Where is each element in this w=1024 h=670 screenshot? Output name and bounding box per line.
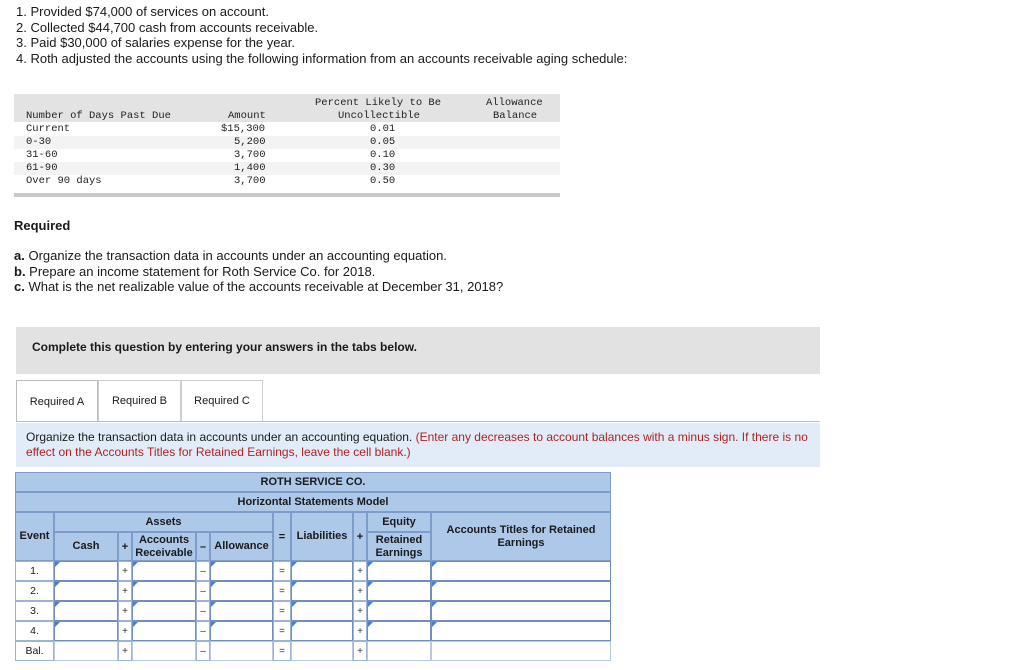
plus-op: +	[353, 561, 367, 581]
cash-header: Cash	[54, 532, 118, 561]
intro-line: 2. Collected $44,700 cash from accounts receivable.	[16, 19, 319, 35]
required-item-c: c. What is the net realizable value of the accounts receivable at December 31, 2018?	[14, 279, 504, 294]
instruction-note: (Enter any decreases to account balances with a minus sign. If there is no effect on the Accounts Titles for Retained Earnings, leave the cell blank.)	[26, 430, 808, 459]
plus-op: +	[118, 581, 132, 601]
liabilities-input[interactable]	[291, 561, 353, 581]
event-label: Bal.	[15, 641, 54, 661]
aging-days: 61-90	[26, 162, 58, 174]
account-title-input[interactable]	[431, 601, 611, 621]
cash-input[interactable]	[54, 581, 118, 601]
aging-percent: 0.05	[370, 136, 396, 148]
intro-line: 3. Paid $30,000 of salaries expense for the year.	[16, 35, 295, 50]
ar-header: Accounts Receivable	[132, 532, 196, 561]
cash-input	[54, 641, 118, 661]
plus-op: +	[353, 512, 367, 561]
liabilities-input[interactable]	[291, 581, 353, 601]
aging-row	[14, 162, 560, 175]
aging-row	[14, 175, 560, 188]
tab-divider	[16, 421, 820, 422]
aging-row	[14, 149, 560, 162]
allowance-input[interactable]	[210, 561, 273, 581]
intro-line: 4. Roth adjusted the accounts using the following information from an accounts receivable aging schedule:	[16, 50, 628, 66]
horizontal-statements-model	[15, 472, 611, 660]
plus-op: +	[118, 532, 132, 561]
liabilities-header: Liabilities	[291, 512, 353, 561]
allowance-input	[210, 641, 273, 661]
aging-amount: 3,700	[234, 149, 266, 161]
event-label: 2.	[15, 581, 54, 601]
cash-input[interactable]	[54, 621, 118, 641]
retained-earnings-input[interactable]	[367, 621, 431, 641]
tab-required-a[interactable]: Required A	[16, 380, 98, 422]
instructions-banner	[16, 327, 820, 374]
minus-op: –	[196, 621, 210, 641]
account-title-input[interactable]	[431, 561, 611, 581]
retained-earnings-input[interactable]	[367, 601, 431, 621]
required-item-b: b. Prepare an income statement for Roth Service Co. for 2018.	[14, 263, 376, 279]
aging-amount: $15,300	[221, 123, 266, 135]
required-heading: Required	[14, 218, 71, 233]
intro-line: 1. Provided $74,000 of services on account.	[16, 4, 269, 19]
retained-earnings-header: Retained Earnings	[367, 532, 431, 561]
event-label: 3.	[15, 601, 54, 621]
company-title: ROTH SERVICE CO.	[15, 472, 611, 492]
required-list	[14, 248, 503, 295]
minus-op: –	[196, 532, 210, 561]
model-subtitle: Horizontal Statements Model	[15, 492, 611, 512]
tab-instruction	[16, 423, 820, 467]
aging-col-allowance-1: Allowance	[486, 97, 543, 109]
allowance-input[interactable]	[210, 601, 273, 621]
equity-header: Equity	[367, 512, 431, 532]
aging-days: 31-60	[26, 149, 58, 161]
cash-input[interactable]	[54, 561, 118, 581]
plus-op: +	[118, 601, 132, 621]
aging-col-allowance-2: Balance	[493, 110, 538, 122]
minus-op: –	[196, 601, 210, 621]
aging-col-percent-1: Percent Likely to Be	[315, 97, 442, 109]
instruction-main: Organize the transaction data in accounts under an accounting equation.	[26, 430, 413, 444]
plus-op: +	[118, 641, 132, 661]
aging-row	[14, 123, 560, 136]
aging-days: 0-30	[26, 136, 52, 148]
event-label: 4.	[15, 621, 54, 641]
aging-amount: 1,400	[234, 162, 266, 174]
equals-op: =	[273, 601, 291, 621]
accounts-receivable-input[interactable]	[132, 601, 196, 621]
cash-input[interactable]	[54, 601, 118, 621]
aging-days: Current	[26, 123, 71, 135]
equals-op: =	[273, 512, 291, 561]
aging-percent: 0.50	[370, 175, 396, 187]
accounts-receivable-input[interactable]	[132, 581, 196, 601]
accounts-receivable-input	[132, 641, 196, 661]
aging-row	[14, 136, 560, 149]
required-item-a: a. Organize the transaction data in accounts under an accounting equation.	[14, 248, 447, 263]
minus-op: –	[196, 581, 210, 601]
equals-op: =	[273, 621, 291, 641]
account-title-input[interactable]	[431, 621, 611, 641]
liabilities-input[interactable]	[291, 621, 353, 641]
aging-col-percent-2: Uncollectible	[338, 110, 420, 122]
aging-amount: 5,200	[234, 136, 266, 148]
equals-op: =	[273, 561, 291, 581]
retained-earnings-input[interactable]	[367, 561, 431, 581]
aging-percent: 0.10	[370, 149, 396, 161]
aging-col-days: Number of Days Past Due	[26, 110, 171, 122]
event-header: Event	[15, 512, 54, 561]
account-title-input	[431, 641, 611, 661]
tab-required-b[interactable]: Required B	[98, 380, 181, 421]
account-titles-header: Accounts Titles for Retained Earnings	[431, 512, 611, 561]
liabilities-input[interactable]	[291, 601, 353, 621]
aging-bottom-rule	[14, 193, 560, 197]
instructions-banner-text: Complete this question by entering your answers in the tabs below.	[32, 340, 417, 354]
plus-op: +	[353, 621, 367, 641]
accounts-receivable-input[interactable]	[132, 621, 196, 641]
assets-header: Assets	[54, 512, 273, 532]
aging-amount: 3,700	[234, 175, 266, 187]
liabilities-input	[291, 641, 353, 661]
aging-percent: 0.01	[370, 123, 396, 135]
allowance-header: Allowance	[210, 532, 273, 561]
tab-required-c[interactable]: Required C	[181, 380, 263, 421]
retained-earnings-input[interactable]	[367, 581, 431, 601]
plus-op: +	[353, 641, 367, 661]
plus-op: +	[353, 581, 367, 601]
aging-days: Over 90 days	[26, 175, 102, 187]
allowance-input[interactable]	[210, 581, 273, 601]
aging-percent: 0.30	[370, 162, 396, 174]
allowance-input[interactable]	[210, 621, 273, 641]
aging-schedule-table	[14, 94, 560, 198]
aging-col-amount: Amount	[228, 110, 266, 122]
problem-intro	[16, 4, 627, 66]
minus-op: –	[196, 561, 210, 581]
plus-op: +	[118, 621, 132, 641]
accounts-receivable-input[interactable]	[132, 561, 196, 581]
retained-earnings-input	[367, 641, 431, 661]
plus-op: +	[353, 601, 367, 621]
event-label: 1.	[15, 561, 54, 581]
minus-op: –	[196, 641, 210, 661]
plus-op: +	[118, 561, 132, 581]
equals-op: =	[273, 581, 291, 601]
account-title-input[interactable]	[431, 581, 611, 601]
equals-op: =	[273, 641, 291, 661]
